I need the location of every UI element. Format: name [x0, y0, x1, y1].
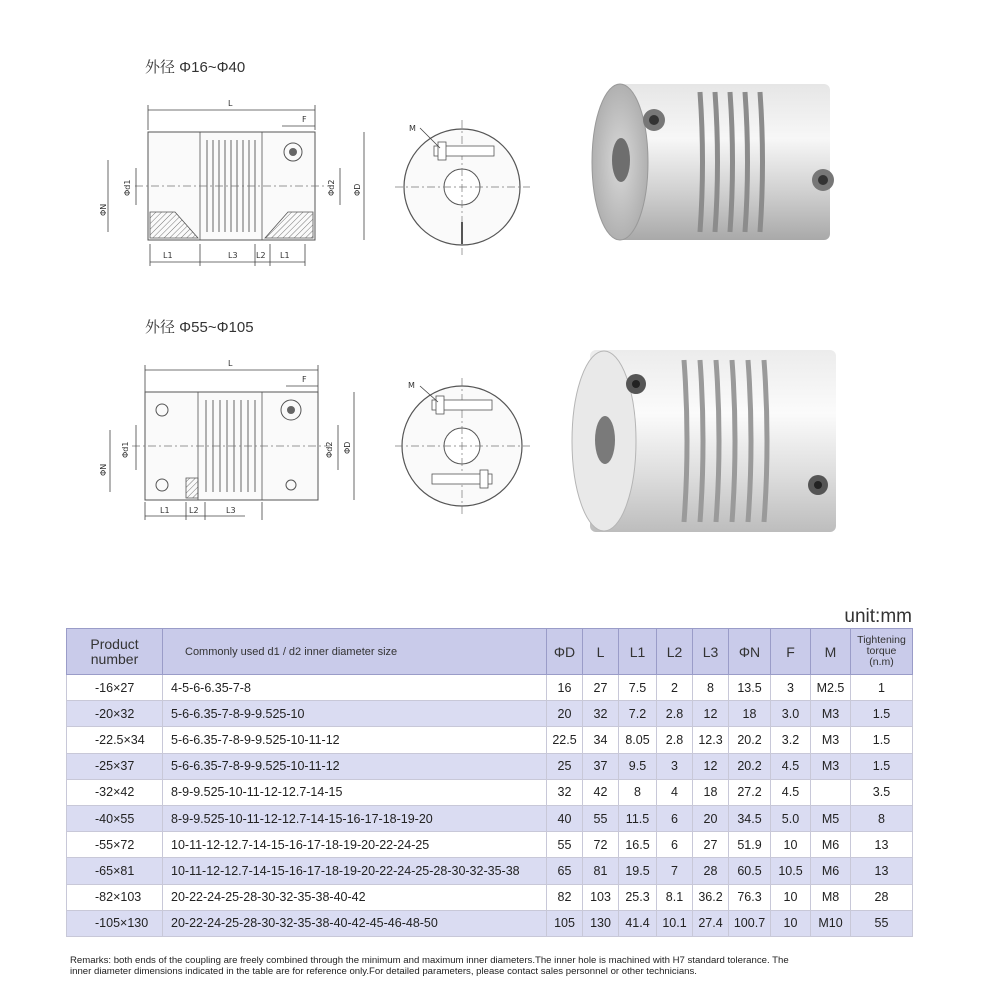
cell-diameter: 4-5-6-6.35-7-8: [163, 675, 547, 701]
table-row: [67, 675, 913, 701]
cell-diameter: 5-6-6.35-7-8-9-9.525-10-11-12: [163, 753, 547, 779]
cell-diameter: 20-22-24-25-28-30-32-35-38-40-42: [163, 884, 547, 910]
cell-L1: 7.2: [619, 701, 657, 727]
cell-L3: 12: [693, 753, 729, 779]
cell-L1: 25.3: [619, 884, 657, 910]
cell-L: 55: [583, 805, 619, 831]
cell-M: M6: [811, 858, 851, 884]
cell-F: 5.0: [771, 805, 811, 831]
cell-torque: 1.5: [851, 753, 913, 779]
dim-label-D-large: ΦD: [343, 441, 352, 454]
header-diameter: Commonly used d1 / d2 inner diameter size: [163, 629, 547, 675]
cell-L1: 8: [619, 779, 657, 805]
cell-product: -20×32: [67, 701, 163, 727]
cell-torque: 13: [851, 832, 913, 858]
table-row: [67, 753, 913, 779]
cell-torque: 1.5: [851, 727, 913, 753]
section-heading-small: 外径 Φ16~Φ40: [145, 59, 246, 76]
cell-M: M2.5: [811, 675, 851, 701]
cell-D: 82: [547, 884, 583, 910]
cell-N: 20.2: [729, 753, 771, 779]
cell-N: 100.7: [729, 910, 771, 936]
cell-N: 27.2: [729, 779, 771, 805]
dim-label-M-large: M: [408, 381, 415, 390]
cell-L: 27: [583, 675, 619, 701]
cell-M: [811, 779, 851, 805]
table-row: [67, 701, 913, 727]
dim-label-d1: Φd1: [123, 179, 132, 196]
cell-D: 16: [547, 675, 583, 701]
cell-L: 103: [583, 884, 619, 910]
cell-N: 34.5: [729, 805, 771, 831]
cell-F: 4.5: [771, 753, 811, 779]
cell-M: M5: [811, 805, 851, 831]
cell-diameter: 5-6-6.35-7-8-9-9.525-10: [163, 701, 547, 727]
cell-L3: 8: [693, 675, 729, 701]
table-row: [67, 727, 913, 753]
cell-diameter: 5-6-6.35-7-8-9-9.525-10-11-12: [163, 727, 547, 753]
cell-N: 13.5: [729, 675, 771, 701]
header-N: ΦN: [729, 629, 771, 675]
cell-L: 130: [583, 910, 619, 936]
cell-L1: 41.4: [619, 910, 657, 936]
cell-M: M6: [811, 832, 851, 858]
dim-label-N: ΦN: [99, 203, 108, 216]
table-row: [67, 805, 913, 831]
dim-label-L3: L3: [228, 251, 238, 260]
cell-L1: 16.5: [619, 832, 657, 858]
cell-L1: 19.5: [619, 858, 657, 884]
cell-L1: 11.5: [619, 805, 657, 831]
cell-L3: 12.3: [693, 727, 729, 753]
cell-F: 4.5: [771, 779, 811, 805]
dim-label-L1-large: L1: [160, 506, 170, 515]
cell-torque: 28: [851, 884, 913, 910]
cell-product: -16×27: [67, 675, 163, 701]
cell-torque: 1.5: [851, 701, 913, 727]
cell-D: 22.5: [547, 727, 583, 753]
cell-L2: 2.8: [657, 727, 693, 753]
dim-label-D: ΦD: [353, 183, 362, 196]
remarks-line-1: Remarks: both ends of the coupling are freely combined through the minimum and maximum inner diameters.The inner hole is machined with H7 standard tolerance. The: [70, 955, 789, 966]
cell-N: 20.2: [729, 727, 771, 753]
cell-diameter: 8-9-9.525-10-11-12-12.7-14-15: [163, 779, 547, 805]
cell-L: 34: [583, 727, 619, 753]
cell-D: 40: [547, 805, 583, 831]
cell-N: 51.9: [729, 832, 771, 858]
section-heading-large: 外径 Φ55~Φ105: [145, 319, 254, 336]
cell-L: 42: [583, 779, 619, 805]
header-M: M: [811, 629, 851, 675]
cell-product: -32×42: [67, 779, 163, 805]
table-header-row: [67, 629, 913, 675]
cell-product: -65×81: [67, 858, 163, 884]
cell-D: 20: [547, 701, 583, 727]
cell-F: 3: [771, 675, 811, 701]
cell-L1: 9.5: [619, 753, 657, 779]
dim-label-L-large: L: [228, 359, 233, 368]
cell-L3: 28: [693, 858, 729, 884]
dim-label-F-large: F: [302, 375, 307, 384]
cell-L2: 4: [657, 779, 693, 805]
cell-D: 55: [547, 832, 583, 858]
remarks-line-2: inner diameter dimensions indicated in the table are for reference only.For detailed parameters, please contact sales personnel or other technicians.: [70, 966, 697, 977]
cell-L2: 6: [657, 832, 693, 858]
cell-L1: 8.05: [619, 727, 657, 753]
dim-label-d2: Φd2: [327, 179, 336, 196]
cell-D: 105: [547, 910, 583, 936]
cell-L3: 18: [693, 779, 729, 805]
cell-product: -22.5×34: [67, 727, 163, 753]
cell-D: 25: [547, 753, 583, 779]
cell-L3: 12: [693, 701, 729, 727]
cell-product: -25×37: [67, 753, 163, 779]
cell-M: M8: [811, 884, 851, 910]
cell-M: M10: [811, 910, 851, 936]
cell-F: 3.0: [771, 701, 811, 727]
cell-L: 81: [583, 858, 619, 884]
spec-table: [66, 628, 913, 937]
cell-L3: 27: [693, 832, 729, 858]
dim-label-F: F: [302, 115, 307, 124]
cell-M: M3: [811, 753, 851, 779]
cell-D: 32: [547, 779, 583, 805]
header-L: L: [583, 629, 619, 675]
cell-L2: 3: [657, 753, 693, 779]
dim-label-L3-large: L3: [226, 506, 236, 515]
cell-F: 10: [771, 910, 811, 936]
dim-label-L2: L2: [256, 251, 266, 260]
cell-torque: 13: [851, 858, 913, 884]
dim-label-d1-large: Φd1: [121, 441, 130, 458]
dim-label-L: L: [228, 99, 233, 108]
cell-F: 3.2: [771, 727, 811, 753]
cell-N: 76.3: [729, 884, 771, 910]
dim-label-L1: L1: [163, 251, 173, 260]
cell-L2: 6: [657, 805, 693, 831]
cell-torque: 1: [851, 675, 913, 701]
header-torque: Tightening torque (n.m): [851, 629, 913, 675]
cell-L2: 10.1: [657, 910, 693, 936]
remarks: [70, 955, 920, 977]
cell-L3: 36.2: [693, 884, 729, 910]
cell-product: -40×55: [67, 805, 163, 831]
cell-torque: 55: [851, 910, 913, 936]
cell-N: 60.5: [729, 858, 771, 884]
unit-label: unit:mm: [844, 606, 912, 627]
cell-diameter: 20-22-24-25-28-30-32-35-38-40-42-45-46-48-50: [163, 910, 547, 936]
cell-N: 18: [729, 701, 771, 727]
dim-label-L1b: L1: [280, 251, 290, 260]
header-D: ΦD: [547, 629, 583, 675]
dim-label-L2-large: L2: [189, 506, 199, 515]
cell-F: 10: [771, 884, 811, 910]
cell-F: 10.5: [771, 858, 811, 884]
header-F: F: [771, 629, 811, 675]
table-row: [67, 832, 913, 858]
cell-L2: 7: [657, 858, 693, 884]
header-L3: L3: [693, 629, 729, 675]
cell-M: M3: [811, 727, 851, 753]
cell-product: -105×130: [67, 910, 163, 936]
header-L2: L2: [657, 629, 693, 675]
cell-L3: 20: [693, 805, 729, 831]
cell-L: 37: [583, 753, 619, 779]
cell-L2: 2.8: [657, 701, 693, 727]
cell-diameter: 8-9-9.525-10-11-12-12.7-14-15-16-17-18-19-20: [163, 805, 547, 831]
table-row: [67, 910, 913, 936]
cell-torque: 8: [851, 805, 913, 831]
cell-L: 72: [583, 832, 619, 858]
dim-label-d2-large: Φd2: [325, 441, 334, 458]
cell-L3: 27.4: [693, 910, 729, 936]
dim-label-M: M: [409, 124, 416, 133]
cell-product: -82×103: [67, 884, 163, 910]
cell-L1: 7.5: [619, 675, 657, 701]
cell-diameter: 10-11-12-12.7-14-15-16-17-18-19-20-22-24-25: [163, 832, 547, 858]
cell-M: M3: [811, 701, 851, 727]
table-row: [67, 779, 913, 805]
cell-diameter: 10-11-12-12.7-14-15-16-17-18-19-20-22-24-25-28-30-32-35-38: [163, 858, 547, 884]
cell-L2: 2: [657, 675, 693, 701]
cell-torque: 3.5: [851, 779, 913, 805]
table-row: [67, 858, 913, 884]
cell-product: -55×72: [67, 832, 163, 858]
header-product: Product number: [67, 629, 163, 675]
cell-L2: 8.1: [657, 884, 693, 910]
table-row: [67, 884, 913, 910]
dim-label-N-large: ΦN: [99, 463, 108, 476]
cell-D: 65: [547, 858, 583, 884]
cell-L: 32: [583, 701, 619, 727]
cell-F: 10: [771, 832, 811, 858]
header-L1: L1: [619, 629, 657, 675]
